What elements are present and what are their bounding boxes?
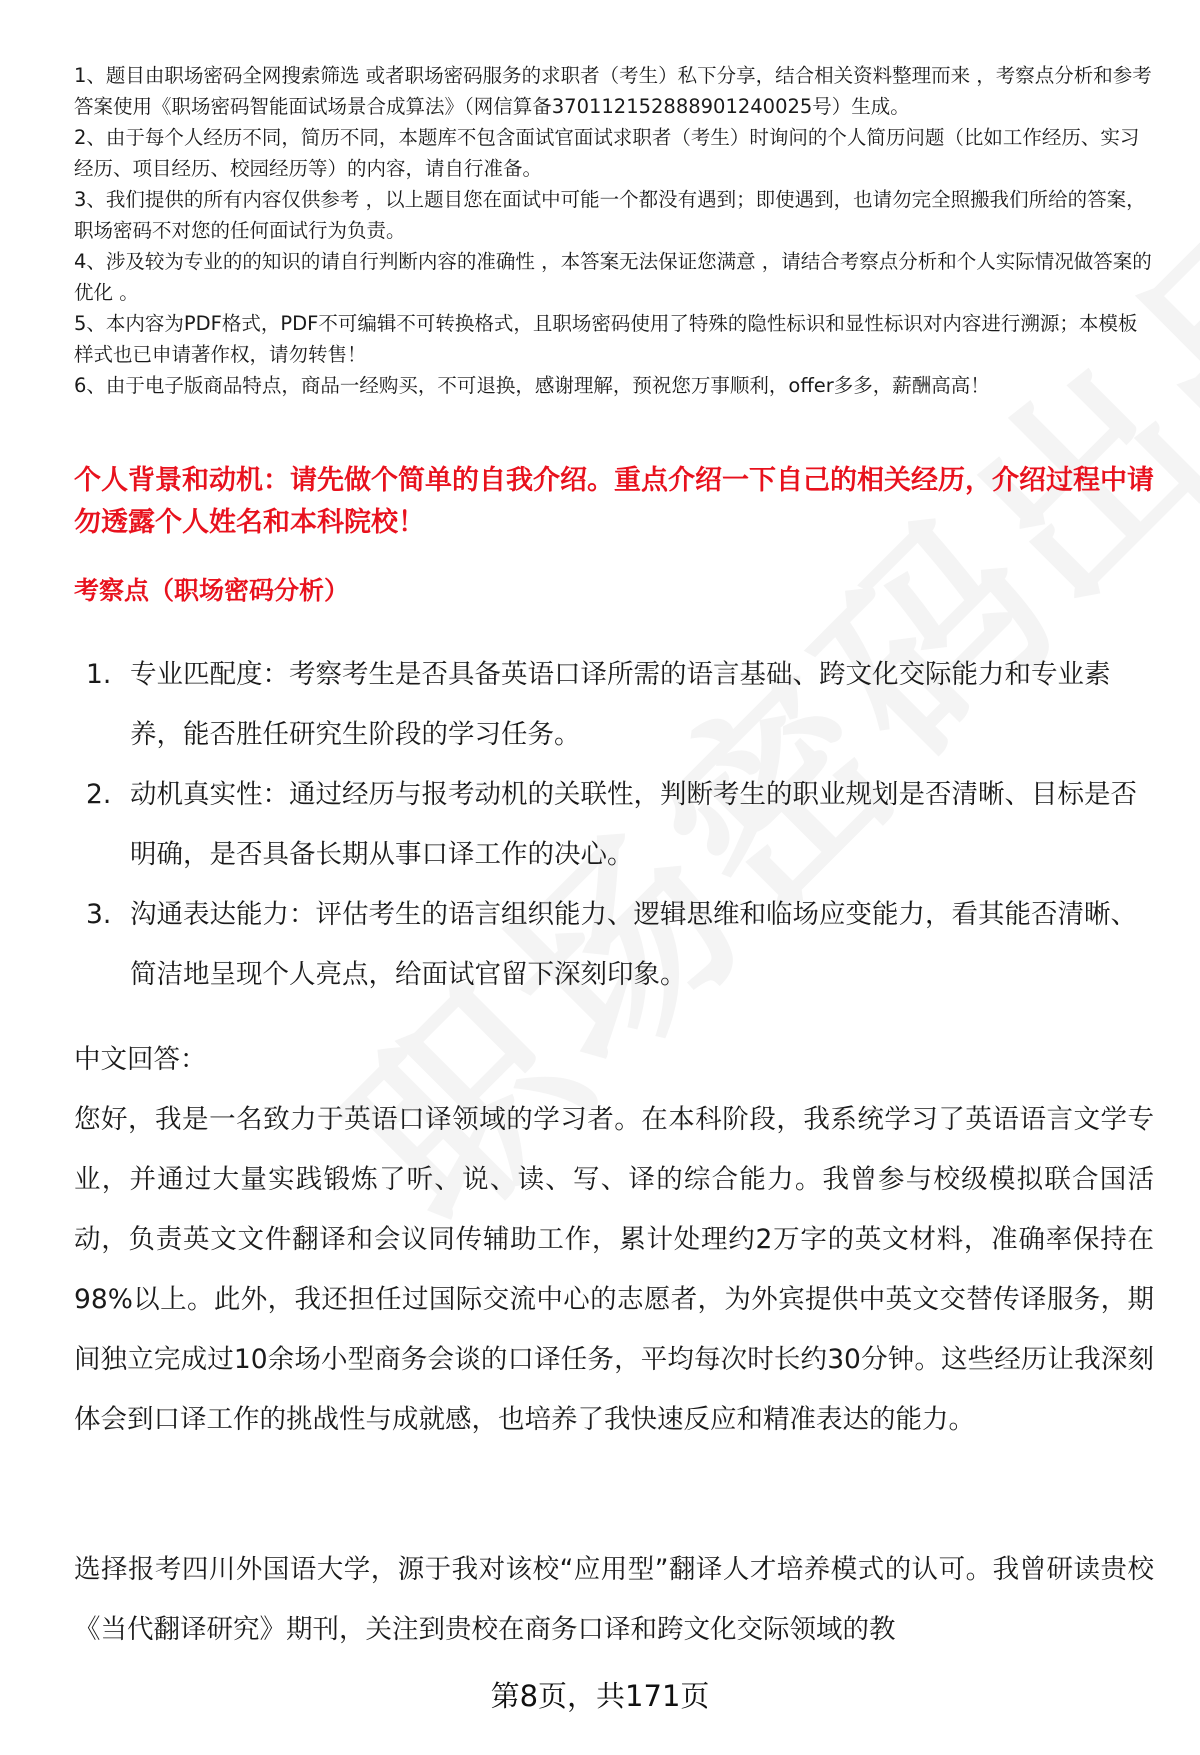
analysis-title: 考察点（职场密码分析） — [74, 576, 350, 605]
point-number: 3. — [86, 899, 112, 930]
notice-item: 4、涉及较为专业的的知识的请自行判断内容的准确性 ，本答案无法保证您满意 ，请结合考察点分析和个人实际情况做答案的优化 。 — [74, 250, 1152, 304]
interview-question: 个人背景和动机：请先做个简单的自我介绍。重点介绍一下自己的相关经历，介绍过程中请勿透露个人姓名和本科院校！ — [74, 465, 1154, 538]
point-text: 专业匹配度：考察考生是否具备英语口译所需的语言基础、跨文化交际能力和专业素养，能否胜任研究生阶段的学习任务。 — [130, 659, 1111, 750]
answer-paragraph: 选择报考四川外国语大学，源于我对该校“应用型”翻译人才培养模式的认可。我曾研读贵校《当代翻译研究》期刊，关注到贵校在商务口译和跨文化交际领域的教 — [74, 1554, 1154, 1645]
point-number: 1. — [86, 659, 112, 690]
analysis-point — [74, 645, 1154, 765]
notice-item: 1、题目由职场密码全网搜索筛选 或者职场密码服务的求职者（考生）私下分享，结合相关资料整理而来 ，考察点分析和参考答案使用《职场密码智能面试场景合成算法》（网信算备370112152888901240025号）生成。 — [74, 64, 1152, 118]
point-text: 沟通表达能力：评估考生的语言组织能力、逻辑思维和临场应变能力，看其能否清晰、简洁地呈现个人亮点，给面试官留下深刻印象。 — [130, 899, 1137, 990]
notice-item: 6、由于电子版商品特点，商品一经购买，不可退换，感谢理解，预祝您万事顺利，offer多多，薪酬高高！ — [74, 374, 990, 397]
point-number: 2. — [86, 779, 112, 810]
answer-paragraph: 您好，我是一名致力于英语口译领域的学习者。在本科阶段，我系统学习了英语语言文学专业，并通过大量实践锻炼了听、说、读、写、译的综合能力。我曾参与校级模拟联合国活动，负责英文文件翻译和会议同传辅助工作，累计处理约2万字的英文材料，准确率保持在98%以上。此外，我还担任过国际交流中心的志愿者，为外宾提供中英文交替传译服务，期间独立完成过10余场小型商务会谈的口译任务，平均每次时长约30分钟。这些经历让我深刻体会到口译工作的挑战性与成就感，也培养了我快速反应和精准表达的能力。 — [74, 1104, 1154, 1435]
page-number-footer: 第8页，共171页 — [490, 1679, 710, 1713]
notice-item: 2、由于每个人经历不同，简历不同，本题库不包含面试官面试求职者（考生）时询问的个人简历问题（比如工作经历、实习经历、项目经历、校园经历等）的内容，请自行准备。 — [74, 126, 1140, 180]
notice-item: 5、本内容为PDF格式，PDF不可编辑不可转换格式，且职场密码使用了特殊的隐性标识和显性标识对内容进行溯源；本模板样式也已申请著作权，请勿转售！ — [74, 312, 1138, 366]
notice-item: 3、我们提供的所有内容仅供参考 ，以上题目您在面试中可能一个都没有遇到；即使遇到，也请勿完全照搬我们所给的答案，职场密码不对您的任何面试行为负责。 — [74, 188, 1146, 242]
disclaimer-notices — [74, 60, 1154, 401]
answer-label: 中文回答： — [74, 1044, 207, 1075]
analysis-points-list — [74, 645, 1154, 1005]
analysis-point — [74, 765, 1154, 885]
analysis-point — [74, 885, 1154, 1005]
point-text: 动机真实性：通过经历与报考动机的关联性，判断考生的职业规划是否清晰、目标是否明确，是否具备长期从事口译工作的决心。 — [130, 779, 1137, 870]
